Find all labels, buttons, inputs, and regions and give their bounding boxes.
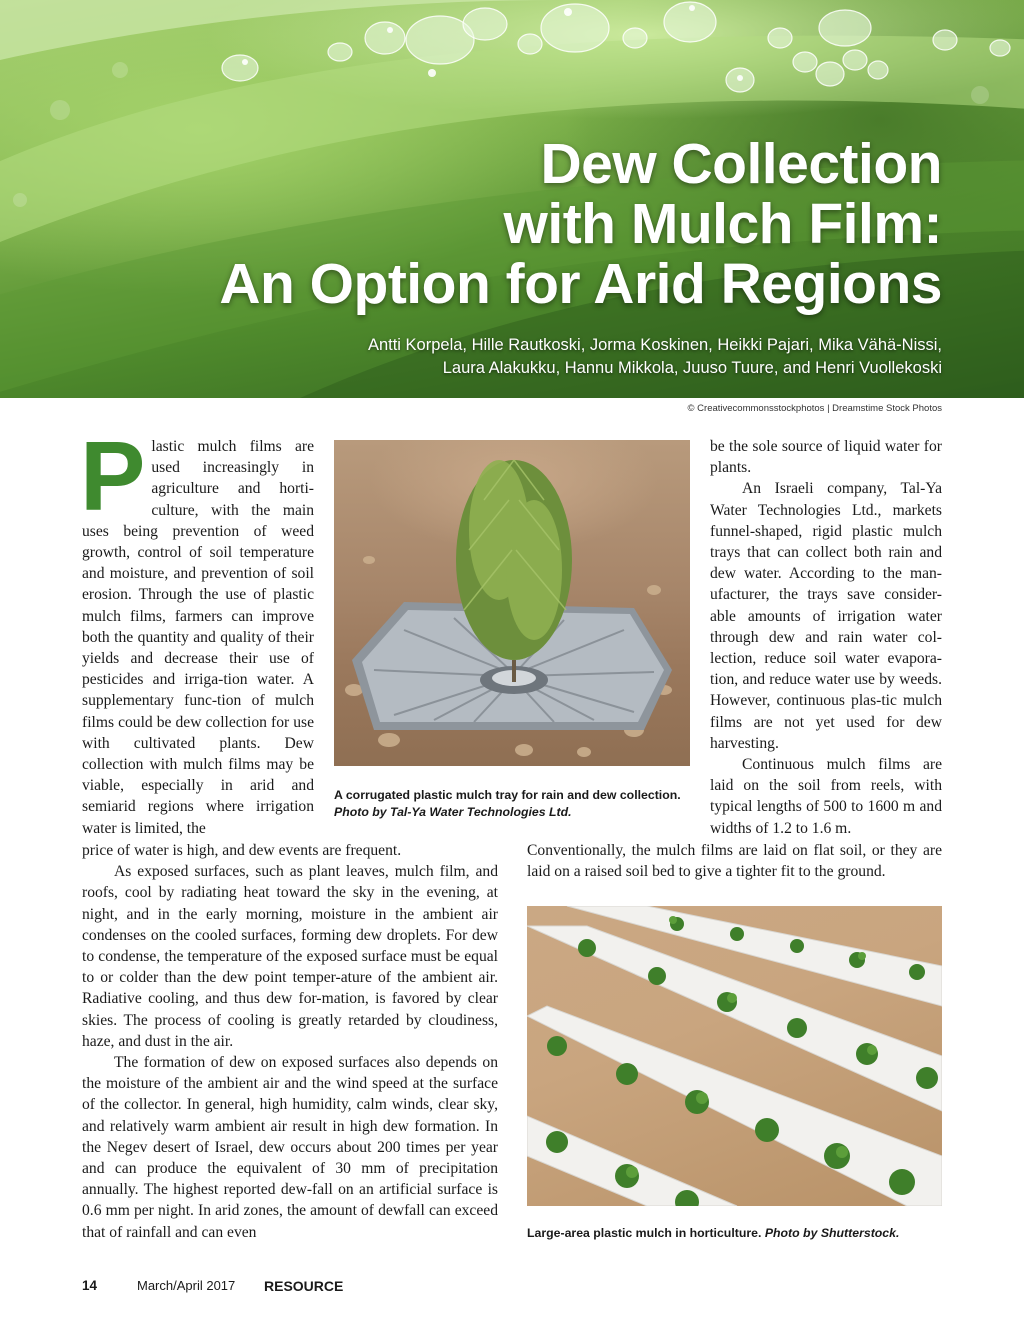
article-column-1	[80, 421, 314, 839]
paragraph: be the sole source of liquid water for plants.	[710, 438, 942, 477]
figure-1-caption	[334, 787, 690, 820]
header-photo	[0, 0, 1024, 398]
article-authors	[368, 334, 942, 380]
header-photo-credit: © Creativecommonsstockphotos | Dreamstime Stock Photos	[687, 403, 942, 414]
paragraph-intro: lastic mulch films are used increasingly in agriculture and horti-culture, with the main uses being prevention of weed growth, control of soil temperature and moisture, and prevention of soil erosion. Through the use of plastic mulch films, farmers can improve both the quantity and quality of their yields and decrease their use of pesticides and irriga-tion water. A supplementary func-tion of mulch films could be dew collection for use with cultivated plants. Dew collection with mulch films may be viable, especially in arid and semiarid regions where irrigation water is limited, the	[82, 438, 314, 837]
caption-credit: Photo by Tal-Ya Water Technologies Ltd.	[334, 804, 572, 819]
caption-text: A corrugated plastic mulch tray for rain and dew collection.	[334, 788, 681, 802]
paragraph: Conventionally, the mulch films are laid on flat soil, or they are laid on a raised soil bed to give a tighter fit to the ground.	[527, 842, 942, 881]
article-column-3-continued	[527, 840, 942, 882]
title-line: Dew Collection	[540, 132, 942, 196]
article-column-1-continued	[82, 840, 498, 1243]
title-line: An Option for Arid Regions	[219, 252, 942, 316]
paragraph: An Israeli company, Tal-Ya Water Technologies Ltd., markets funnel-shaped, rigid plastic mulch trays that can collect both rain and dew water. According to the man-ufacturer, the trays save consider-able amounts of irrigation water through dew and rain water col-lection, reduce soil water evapora-tion, and reduce water use by weeds. However, continuous plas-tic mulch films are not yet used for dew harvesting.	[710, 480, 942, 752]
drop-cap: P	[80, 421, 146, 531]
paragraph: price of water is high, and dew events are frequent.	[82, 842, 402, 859]
figure-mulch-tray-photo	[334, 440, 690, 766]
mulch-rows-illustration	[527, 906, 942, 1206]
caption-text: Large-area plastic mulch in horticulture.	[527, 1226, 762, 1240]
magazine-name: RESOURCE	[264, 1278, 344, 1294]
caption-credit: Photo by Shutterstock.	[764, 1226, 900, 1240]
page-number: 14	[82, 1278, 98, 1293]
article-column-3	[710, 436, 942, 839]
figure-mulch-rows-photo	[527, 906, 942, 1206]
paragraph: As exposed surfaces, such as plant leaves, mulch film, and roofs, cool by radiating heat toward the sky in the evening, at night, and in the early morning, moisture in the ambient air condenses on the cooled surfaces, forming dew droplets. For dew to condense, the temperature of the exposed surface must be equal to or colder than the dew point temper-ature of the ambient air. Radiative cooling, and thus dew for-mation, is favored by clear skies. The process of cooling is greatly retarded by cloudiness, haze, and dust in the air.	[82, 863, 498, 1050]
issue-date: March/April 2017	[137, 1278, 236, 1293]
author-line: Laura Alakukku, Hannu Mikkola, Juuso Tuure, and Henri Vuollekoski	[442, 359, 942, 377]
article-title	[219, 134, 942, 314]
paragraph: Continuous mulch films are laid on the soil from reels, with typical lengths of 500 to 1600 m and widths of 1.2 to 1.6 m.	[710, 756, 942, 837]
mulch-tray-illustration	[334, 440, 690, 766]
title-line: with Mulch Film:	[503, 192, 942, 256]
figure-2-caption	[527, 1225, 967, 1241]
author-line: Antti Korpela, Hille Rautkoski, Jorma Koskinen, Heikki Pajari, Mika Vähä-Nissi,	[367, 336, 942, 354]
paragraph: The formation of dew on exposed surfaces also depends on the moisture of the ambient air and the wind speed at the surface of the collector. In general, high humidity, calm winds, clear sky, and relatively warm ambient air result in high dew formation. In the Negev desert of Israel, dew occurs about 200 times per year and can produce the equivalent of 30 mm of precipitation annually. The highest reported dew-fall on an artificial surface is 0.6 mm per night. In arid zones, the amount of dewfall can exceed that of rainfall and can even	[82, 1054, 498, 1241]
